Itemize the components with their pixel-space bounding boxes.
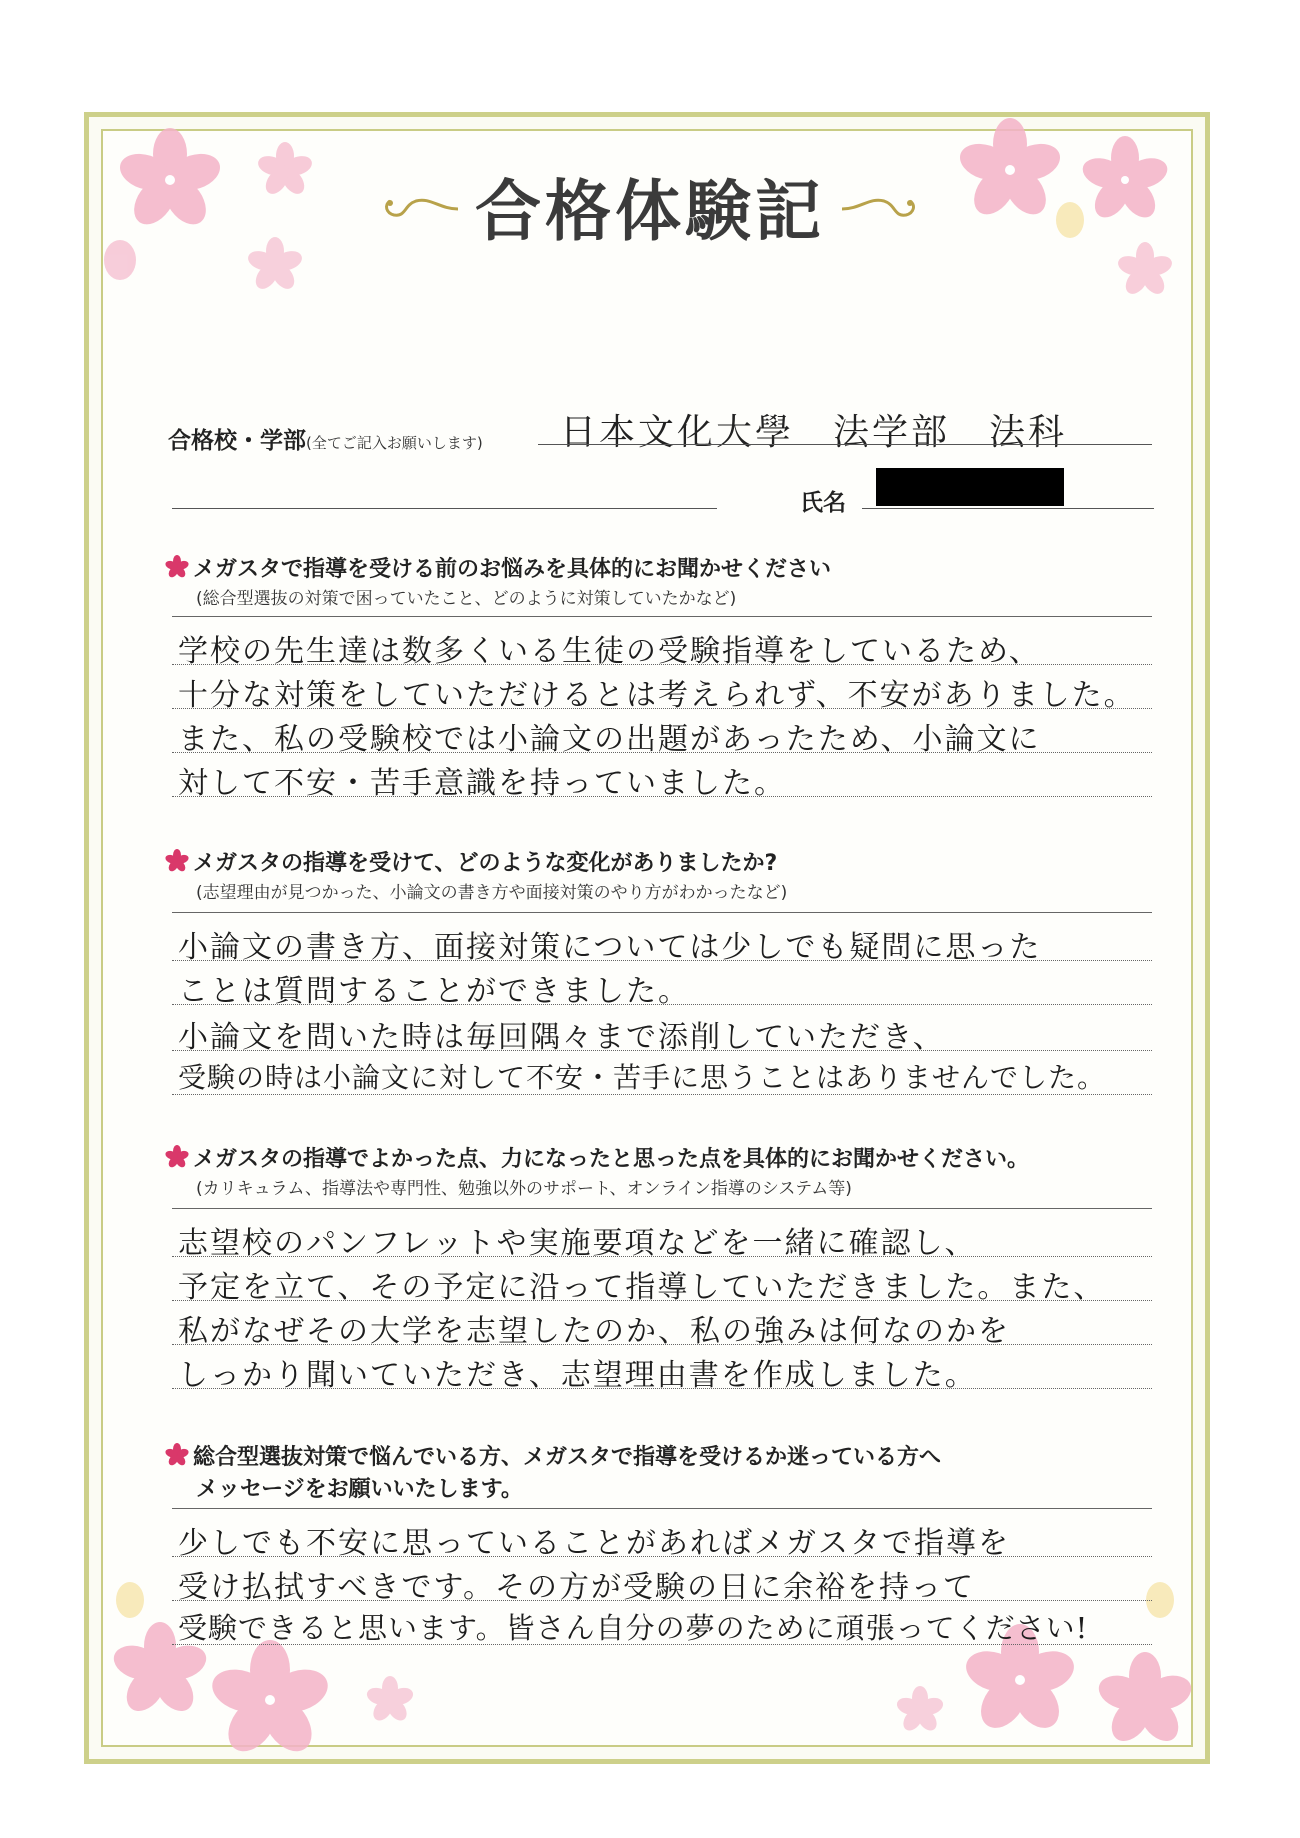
answer-1-line-4: 対して不安・苦手意識を持っていました。 <box>178 766 786 801</box>
question-4-heading <box>165 1440 941 1471</box>
right-swirl-ornament <box>840 191 920 221</box>
title-area <box>0 158 1300 253</box>
answer-2-line-4: 受験の時は小論文に対して不安・苦手に思うことはありませんでした。 <box>178 1061 1107 1094</box>
answer-4-rule-3 <box>172 1644 1152 1645</box>
question-3-sub: (カリキュラム、指導法や専門性、勉強以外のサポート、オンライン指導のシステム等) <box>196 1179 852 1199</box>
answer-3-rule-4 <box>172 1388 1152 1389</box>
answer-2-line-1: 小論文の書き方、面接対策については少しでも疑問に思った <box>178 930 1042 965</box>
school-field-label <box>168 422 483 455</box>
answer-3-line-2: 予定を立て、その予定に沿って指導していただきました。また、 <box>178 1270 1106 1305</box>
answer-2-top-rule <box>172 912 1152 913</box>
question-3-heading <box>165 1142 1029 1173</box>
question-4-heading-line-2: メッセージをお願いいたします。 <box>196 1477 523 1502</box>
page-title: 合格体験記 <box>475 172 825 250</box>
name-field-label: 氏名 <box>800 490 846 516</box>
question-1-heading <box>165 552 831 583</box>
sakura-bullet-icon <box>165 849 189 873</box>
sakura-bullet-icon <box>165 555 189 579</box>
sakura-bullet-icon <box>165 1145 189 1169</box>
question-2-heading <box>165 846 777 877</box>
question-4-text: 総合型選抜対策で悩んでいる方、メガスタで指導を受けるか迷っている方へ <box>193 1445 942 1470</box>
answer-3-top-rule <box>172 1208 1152 1209</box>
answer-1-line-2: 十分な対策をしていただけるとは考えられず、不安がありました。 <box>178 678 1136 713</box>
left-swirl-ornament <box>380 191 460 221</box>
question-3-text: メガスタの指導でよかった点、力になったと思った点を具体的にお聞かせください。 <box>193 1147 1030 1172</box>
answer-1-rule-1 <box>172 664 1152 665</box>
school-label-text: 合格校・学部 <box>168 428 306 454</box>
answer-3-line-1: 志望校のパンフレットや実施要項などを一緒に確認し、 <box>178 1226 977 1261</box>
question-1-sub: (総合型選抜の対策で困っていたこと、どのように対策していたかなど) <box>196 589 737 609</box>
answer-2-rule-4 <box>172 1094 1152 1095</box>
answer-2-rule-3 <box>172 1050 1152 1051</box>
answer-2-line-3: 小論文を問いた時は毎回隅々まで添削していただき、 <box>178 1020 945 1055</box>
sakura-bullet-icon <box>165 1443 189 1467</box>
blank-line-left <box>172 508 717 509</box>
answer-4-rule-1 <box>172 1556 1152 1557</box>
answer-1-rule-2 <box>172 708 1152 709</box>
answer-2-rule-1 <box>172 960 1152 961</box>
answer-3-line-3: 私がなぜその大学を志望したのか、私の強みは何なのかを <box>178 1314 1010 1349</box>
answer-3-line-4: しっかり聞いていただき、志望理由書を作成しました。 <box>178 1358 977 1393</box>
answer-1-line-3: また、私の受験校では小論文の出題があったため、小論文に <box>178 722 1041 757</box>
answer-4-line-3: 受験できると思います。皆さん自分の夢のために頑張ってください! <box>178 1611 1089 1645</box>
answer-2-rule-2 <box>172 1004 1152 1005</box>
school-label-note: (全てご記入お願いします) <box>306 434 483 452</box>
answer-2-line-2: ことは質問することができました。 <box>178 974 690 1009</box>
school-field-value: 日本文化大學 法学部 法科 <box>560 412 1068 453</box>
answer-1-rule-4 <box>172 796 1152 797</box>
answer-1-line-1: 学校の先生達は数多くいる生徒の受験指導をしているため、 <box>178 634 1041 669</box>
question-2-sub: (志望理由が見つかった、小論文の書き方や面接対策のやり方がわかったなど) <box>196 883 788 903</box>
question-2-text: メガスタの指導を受けて、どのような変化がありましたか? <box>193 851 778 876</box>
answer-3-rule-1 <box>172 1256 1152 1257</box>
name-field-line <box>862 508 1154 509</box>
answer-4-rule-2 <box>172 1600 1152 1601</box>
answer-3-rule-3 <box>172 1344 1152 1345</box>
answer-1-rule-3 <box>172 752 1152 753</box>
answer-4-line-2: 受け払拭すべきです。その方が受験の日に余裕を持って <box>178 1570 975 1605</box>
question-1-text: メガスタで指導を受ける前のお悩みを具体的にお聞かせください <box>193 557 832 582</box>
answer-4-line-1: 少しでも不安に思っていることがあればメガスタで指導を <box>178 1526 1010 1561</box>
redacted-name <box>876 468 1064 506</box>
answer-4-top-rule <box>172 1508 1152 1509</box>
school-field-line <box>538 444 1152 445</box>
answer-3-rule-2 <box>172 1300 1152 1301</box>
answer-1-top-rule <box>172 616 1152 617</box>
